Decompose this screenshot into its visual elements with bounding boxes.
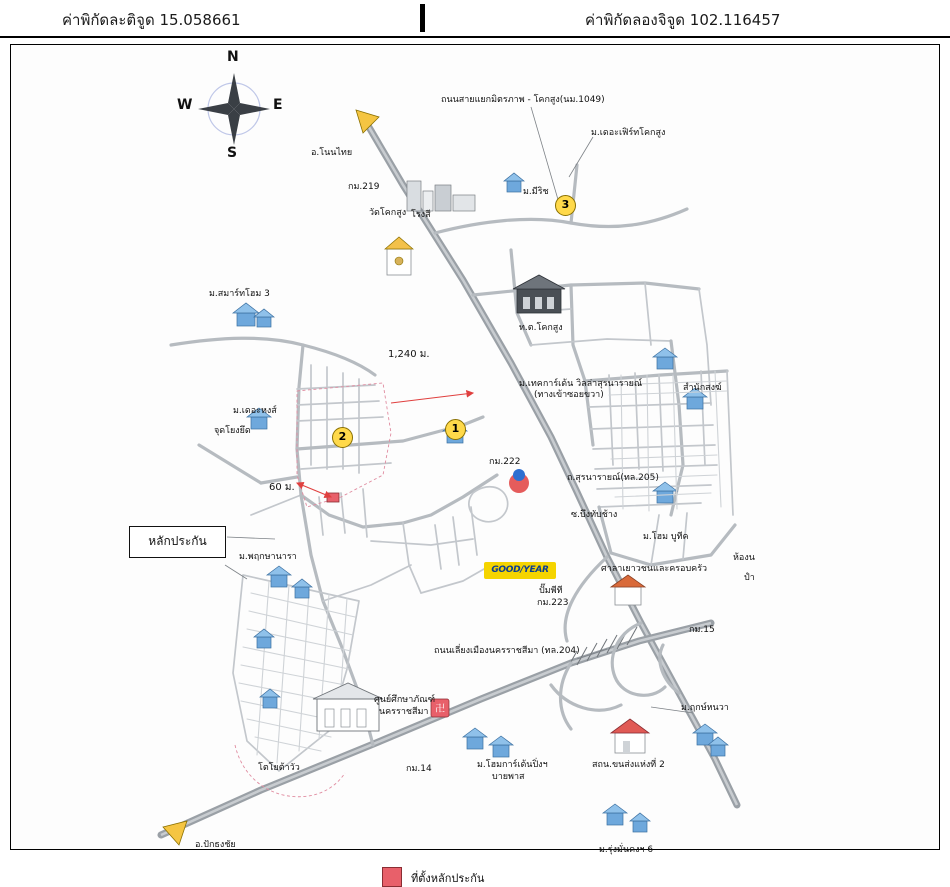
label-moo-landhouse-bypass: ม.โฮมการ์เด้นปิ่งฯ [477, 760, 548, 770]
latitude-readout: ค่าพิกัดละติจูด 15.058661 [62, 11, 241, 29]
label-road-suranarai: ถ.สุรนารายณ์(ทล.205) [567, 473, 659, 483]
label-tech-ratchamongkol: ม.เทคการ์เด้น วิลล่าสุรนารายณ์ [519, 379, 643, 389]
goodyear-logo: GOOD/YEAR [484, 562, 556, 579]
label-pump-ptt-km223: ปั๊มพีที [539, 586, 563, 596]
label-amphoe-pak-thong-chai: อ.ปักธงชัย [195, 840, 236, 850]
label-pa: ปำ [744, 573, 755, 583]
label-amphoe-non-thai: อ.โนนไทย [311, 148, 353, 158]
education-center-icon [313, 683, 383, 731]
label-jut-yong-yuet: จุดโยงยึด [214, 426, 251, 436]
label-tech-ratchamongkol-sub: (ทางเข้าซอยขวา) [534, 390, 604, 400]
label-moo-rungmanee-6: ม.รุ่งมั่นคงฯ 6 [599, 845, 654, 855]
svg-text:卍: 卍 [435, 704, 445, 715]
header-divider [420, 4, 425, 32]
map-marker-2[interactable]: 2 [332, 427, 353, 448]
compass-north-label: N [227, 49, 239, 65]
label-tambon-khoksung: ท.ต.โคกสูง [519, 323, 563, 333]
label-center-education: ศูนย์ศึกษาภัณฑ์ [374, 695, 436, 705]
label-wat-khoksung: วัดโคกสูง [369, 208, 407, 218]
compass-west-label: W [177, 97, 193, 113]
label-toyota: โตโยต้าวัว [258, 763, 300, 773]
longitude-readout: ค่าพิกัดลองจิจูด 102.116457 [585, 11, 781, 29]
label-samnak-song: สำนักสงฆ์ [683, 383, 722, 393]
label-moo-kasemnara: ม.ฤกษ์หนวา [681, 703, 729, 713]
map-marker-1[interactable]: 1 [445, 419, 466, 440]
label-hong-na: ห้องน [733, 553, 755, 563]
distance-1240m: 1,240 ม. [388, 349, 430, 360]
label-the-fair-khoksung: ม.เดอะเฟิร์ทโคกสูง [591, 128, 666, 138]
label-rong-si: โรงสี [411, 210, 431, 220]
label-sala-yaowachon: ศาลาเยาวชนและครอบครัว [601, 564, 708, 574]
label-km-222: กม.222 [489, 457, 521, 467]
housing-estate-icons [233, 173, 728, 832]
compass-east-label: E [273, 97, 283, 113]
label-km-223: กม.223 [537, 598, 569, 608]
label-soi-bung-tap-chang: ซ.บึงทับช้าง [571, 510, 618, 520]
distance-60m: 60 ม. [269, 482, 295, 493]
label-km-219: กม.219 [348, 182, 380, 192]
label-moo-smarthome-3: ม.สมาร์ทโฮม 3 [209, 289, 270, 299]
temple-icon [385, 237, 413, 275]
label-km-15: กม.15 [689, 625, 715, 635]
map-canvas[interactable] [10, 44, 940, 885]
municipal-office-icon [513, 275, 565, 313]
bus-terminal-icon [611, 719, 649, 753]
label-moo-phruksa-nara: ม.พฤกษานารา [239, 552, 297, 562]
legend-swatch [382, 867, 402, 887]
coordinate-header [0, 0, 950, 38]
map-vector-layer [11, 45, 939, 849]
label-road-mittraphap-khoksung: ถนนสายแยกมิตรภาพ - โคกสูง(นม.1049) [441, 95, 605, 105]
label-km-14: กม.14 [406, 764, 432, 774]
label-moo-landhouse-bypass-sub: บายพาส [492, 772, 525, 782]
water-tank-icon [509, 469, 529, 493]
compass-south-label: S [227, 145, 238, 161]
compass-rose [177, 49, 289, 163]
label-bus-terminal-2: สถน.ขนส่งแห่งที่ 2 [592, 760, 665, 770]
collateral-callout: หลักประกัน [129, 526, 226, 558]
mill-building [407, 181, 475, 211]
map-marker-3[interactable]: 3 [555, 195, 576, 216]
legend-label: ที่ตั้งหลักประกัน [411, 872, 485, 885]
label-moo-baan-boothit: ม.โฮม บูทีค [643, 532, 689, 542]
label-road-bypass-korat: ถนนเลี่ยงเมืองนครราชสีมา (ทล.204) [434, 646, 580, 656]
label-the-dae-chan: ม.เดอะหงส์ [233, 406, 277, 416]
label-mi-mi-rich: ม.มีริช [523, 187, 549, 197]
label-center-education-sub: นครราชสีมา [379, 707, 429, 717]
